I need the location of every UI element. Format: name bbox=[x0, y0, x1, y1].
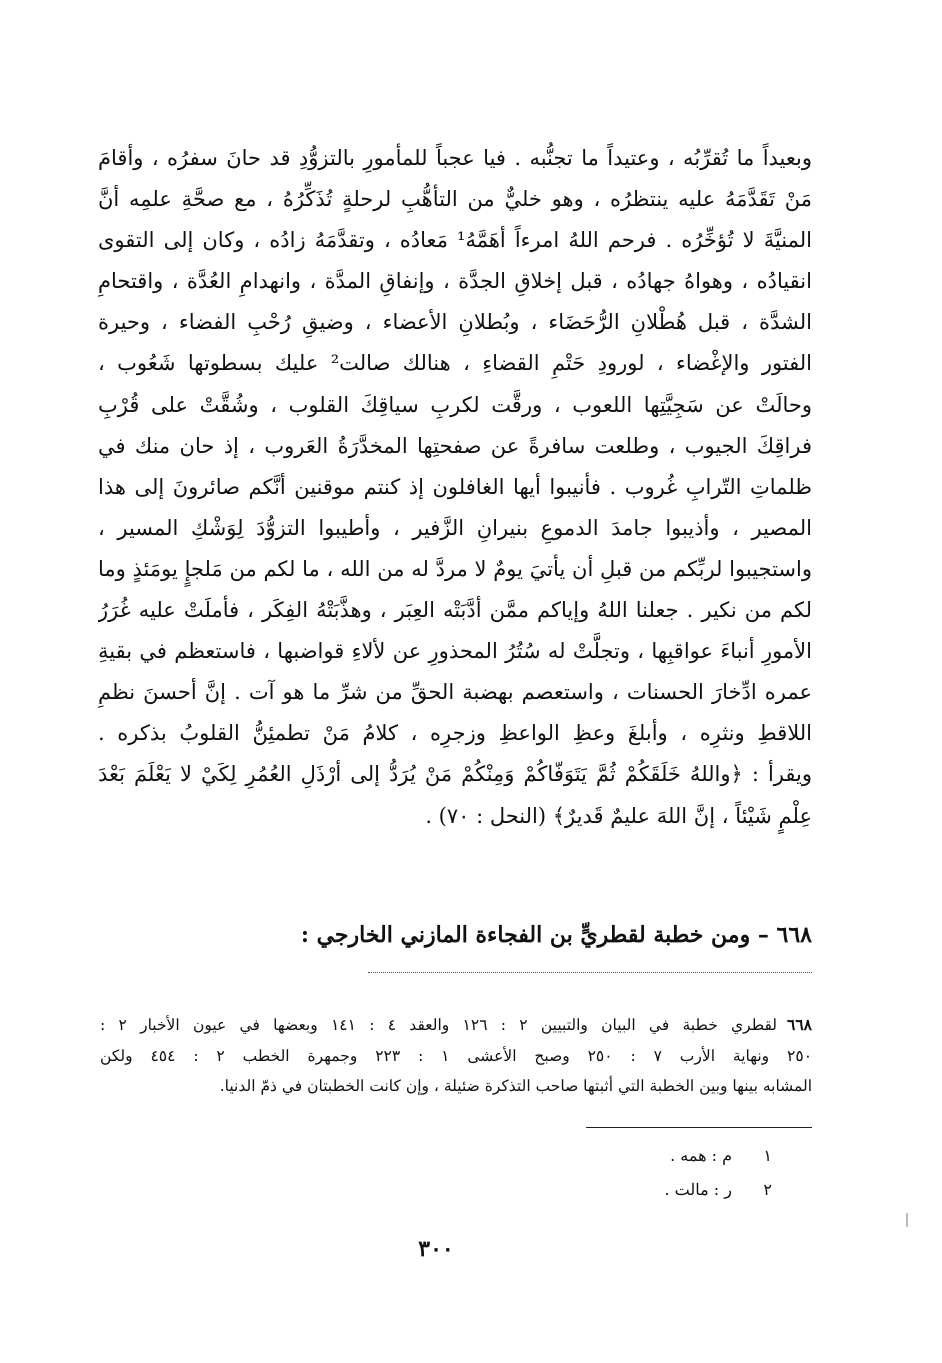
text-line: المنيَّةَ لا تُؤخِّرُه . فرحم اللهُ امرءاً أهَمَّهُ¹ مَعادُه ، وتقدَّمَهُ زادُه ، وكان إلى التقوى bbox=[98, 228, 812, 253]
text-line: عِلْمٍ شَيْئاً ، إنَّ اللهَ عليمٌ قَديرٌ﴾ (النحل : ٧٠) . bbox=[425, 803, 812, 828]
scan-edge-mark bbox=[906, 1213, 908, 1227]
text-line: وبعيداً ما تُقرِّبُه ، وعتيداً ما تجنُّبه . فيا عجباً للمأمورِ بالتزوُّدِ قد حانَ سفرُه ، وأقامَ bbox=[98, 146, 812, 170]
text-line: عمره ادِّخارَ الحسنات ، واستعصم بهضبة الحقِّ من شرِّ ما هو آت . إنَّ أحسنَ نظمِ bbox=[98, 680, 812, 705]
footnote-text: ر : مالت . bbox=[664, 1180, 732, 1199]
dotted-divider bbox=[368, 972, 812, 973]
text-line: فراقِكَ الجيوب ، وطلعت سافرةً عن صفحتِها المخدَّرَةُ العَروب ، إذ حان منك في bbox=[98, 433, 812, 458]
text-line: الفتور والإغْضاء ، لورودِ حَتْمِ القضاءِ ، هنالك صالت² عليك بسطوتها شَعُوب ، bbox=[98, 351, 812, 376]
text-line: لكم من نكير . جعلنا اللهُ وإياكم ممَّن أدَّبَتْه العِبَر ، وهذَّبَتْهُ الفِكَر ، فأملَتْ عليه غُرَرُ bbox=[98, 598, 812, 623]
text-line: وحالَتْ عن سَجِيَّتِها اللعوب ، ورقَّت لكربِ سياقِكَ القلوب ، وشُقَّتْ على قُرْبِ bbox=[98, 392, 812, 417]
footnote-divider bbox=[586, 1127, 812, 1128]
page-number: ٣٠٠ bbox=[418, 1236, 454, 1262]
text-line: الأمورِ أنباءَ عواقبِها ، وتجلَّتْ له سُتُرُ المحذورِ عن لألاءِ قواضبها ، فاستعظم في بقيةِ bbox=[98, 639, 812, 664]
note-text: لقطري خطبة في البيان والتبيين ٢ : ١٢٦ والعقد ٤ : ١٤١ وبعضها في عيون الأخبار ٢ : bbox=[100, 1016, 778, 1034]
text-line: المصير ، وأذيبوا جامدَ الدموعِ بنيرانِ الزَّفير ، وأطيبوا التزوُّدَ لِوَشْكِ المسير ، bbox=[98, 515, 812, 540]
text-line: ظلماتِ التّرابِ غُروب . فأنيبوا أيها الغافلون إذ كنتم موقنين أنَّكم صائرونَ إلى هذا bbox=[98, 474, 812, 499]
text-line: ويقرأ : ﴿واللهُ خَلَقَكُمْ ثُمَّ يَتَوَفّاكُمْ وَمِنْكُمْ مَنْ يُرَدُّ إلى أرْذَلِ العُمُرِ لِكَيْ لا يَعْلَمَ بَعْدَ bbox=[98, 762, 812, 787]
main-text bbox=[98, 138, 812, 837]
footnote-number: ٢ bbox=[763, 1180, 772, 1199]
text-line: واستجيبوا لربِّكم من قبلِ أن يأتيَ يومٌ لا مردَّ له من الله ، ما لكم من مَلجإٍ يومَئذٍ وما bbox=[98, 556, 812, 581]
section-number: ٦٦٨ bbox=[776, 922, 812, 948]
note-line: ٢٥٠ ونهاية الأرب ٧ : ٢٥٠ وصبح الأعشى ١ : ٢٢٣ وجمهرة الخطب ٢ : ٤٥٤ ولكن bbox=[100, 1046, 812, 1065]
note-number: ٦٦٨ bbox=[787, 1015, 812, 1034]
note-line bbox=[100, 1010, 812, 1041]
footnote-text: م : همه . bbox=[670, 1146, 732, 1165]
note-line: المشابه بينها وبين الخطبة التي أثبتها صاحب التذكرة ضئيلة ، وإن كانت الخطبتان في ذمّ الدنيا. bbox=[219, 1077, 812, 1095]
section-heading bbox=[301, 922, 812, 948]
footnote-1 bbox=[670, 1146, 772, 1165]
section-title: – ومن خطبة لقطريٍّ بن الفجاءة المازني الخارجي : bbox=[300, 922, 769, 948]
source-note bbox=[100, 1010, 812, 1102]
text-line: انقيادُه ، وهواهُ جهادُه ، قبل إخلاقِ الجدَّة ، وإنفاقِ المدَّة ، وانهدامِ العُدَّة ، واقتحامِ bbox=[98, 269, 812, 294]
text-line: مَنْ تَقَدَّمَهُ عليه ينتظرُه ، وهو خليٌّ من التأهُّبِ لرحلةٍ تُذَكِّرُهُ ، مع صحَّةِ علمِه أنَّ bbox=[98, 187, 812, 212]
footnote-2 bbox=[665, 1180, 773, 1199]
text-line: اللاقطِ ونثرِه ، وأبلغَ وعظِ الواعظِ وزجرِه ، كلامُ مَنْ تطمئِنُّ القلوبُ بذكره . bbox=[98, 721, 812, 746]
footnote-number: ١ bbox=[763, 1146, 772, 1165]
text-line: الشدَّة ، قبل هُطْلانِ الرُّحَضَاء ، وبُطلانِ الأعضاء ، وضيقِ رُحْبِ الفضاء ، وحيرة bbox=[98, 310, 812, 335]
